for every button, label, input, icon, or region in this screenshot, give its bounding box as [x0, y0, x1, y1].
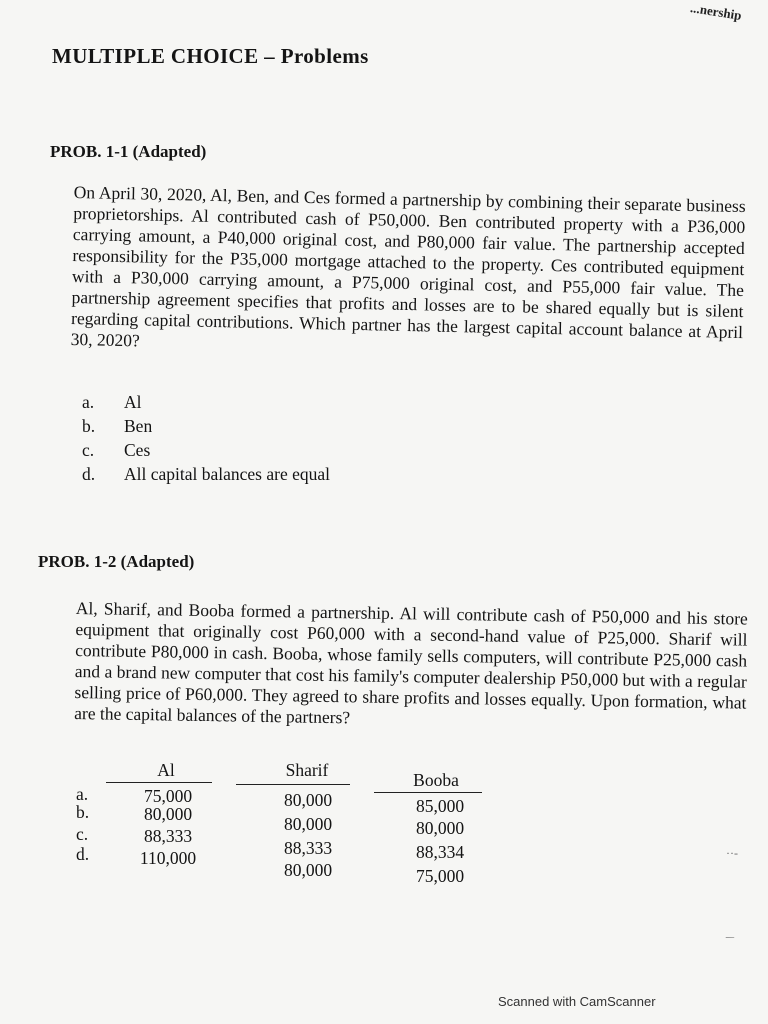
problem-1-choices	[82, 390, 330, 486]
table-cell: 80,000	[415, 818, 465, 838]
problem-2-text: Al, Sharif, and Booba formed a partnership. Al will contribute cash of P50,000 and his store equipment that originally cost P60,000 with a second-hand value of P25,000. Sharif will contribute P80,000 in cash. Booba, whose family sells computers, will contribute P25,000 cash and a brand new computer that cost his family's computer dealership P50,000 but with a regular selling price of P60,000. They agreed to share profits and losses equally. Upon formation, what are the capital balances of the partners?	[74, 598, 748, 728]
choice-a	[82, 390, 330, 414]
choice-letter: b.	[82, 415, 96, 436]
column-rule	[374, 792, 482, 793]
column-header-sharif: Sharif	[285, 760, 329, 780]
table-cell: 80,000	[283, 790, 333, 810]
row-letter: a.	[76, 784, 89, 804]
choice-d	[82, 462, 330, 486]
pen-mark: ··-	[726, 846, 738, 860]
table-cell: 75,000	[143, 786, 193, 806]
table-cell: 75,000	[415, 866, 465, 886]
table-cell: 88,333	[283, 838, 333, 858]
table-cell: 80,000	[283, 860, 333, 880]
choice-c	[82, 438, 330, 462]
problem-1-title: PROB. 1-1 (Adapted)	[50, 142, 207, 161]
row-letter: c.	[76, 824, 89, 844]
column-header-booba: Booba	[413, 770, 459, 790]
table-cell: 80,000	[283, 814, 333, 834]
choice-letter: d.	[82, 463, 96, 484]
choice-letter: a.	[82, 391, 95, 412]
table-cell: 80,000	[143, 804, 193, 824]
scanner-footer: Scanned with CamScanner	[498, 994, 656, 1009]
choice-text: All capital balances are equal	[124, 463, 331, 484]
table-cell: 88,334	[415, 842, 465, 862]
row-letter: b.	[76, 802, 90, 822]
page-title: MULTIPLE CHOICE – Problems	[52, 44, 369, 68]
column-rule	[236, 784, 350, 785]
choice-text: Al	[124, 391, 142, 412]
problem-2-answer-table	[76, 760, 496, 890]
choice-text: Ces	[124, 439, 151, 460]
header-fragment: ...nership	[689, 0, 743, 23]
row-letter: d.	[76, 844, 90, 864]
problem-2-title: PROB. 1-2 (Adapted)	[38, 552, 195, 571]
column-rule	[106, 782, 212, 783]
problem-1-text: On April 30, 2020, Al, Ben, and Ces formed a partnership by combining their separate business proprietorships. Al contributed cash of P50,000. Ben contributed property with a P36,000 carrying amount, a P40,000 original cost, and P80,000 fair value. The partnership accepted responsibility for the P35,000 mortgage attached to the property. Ces contributed equipment with a P30,000 carrying amount, a P75,000 original cost, and P55,000 fair value. The partnership agreement specifies that profits and losses are to be shared equally but is silent regarding capital contributions. Which partner has the largest capital account balance at April 30, 2020?	[70, 182, 746, 351]
table-cell: 110,000	[139, 848, 197, 868]
choice-text: Ben	[124, 415, 153, 436]
pen-mark: /	[722, 933, 738, 942]
table-cell: 85,000	[415, 796, 465, 816]
choice-letter: c.	[82, 439, 95, 460]
choice-b	[82, 414, 330, 438]
column-header-al: Al	[157, 760, 175, 780]
table-cell: 88,333	[143, 826, 193, 846]
